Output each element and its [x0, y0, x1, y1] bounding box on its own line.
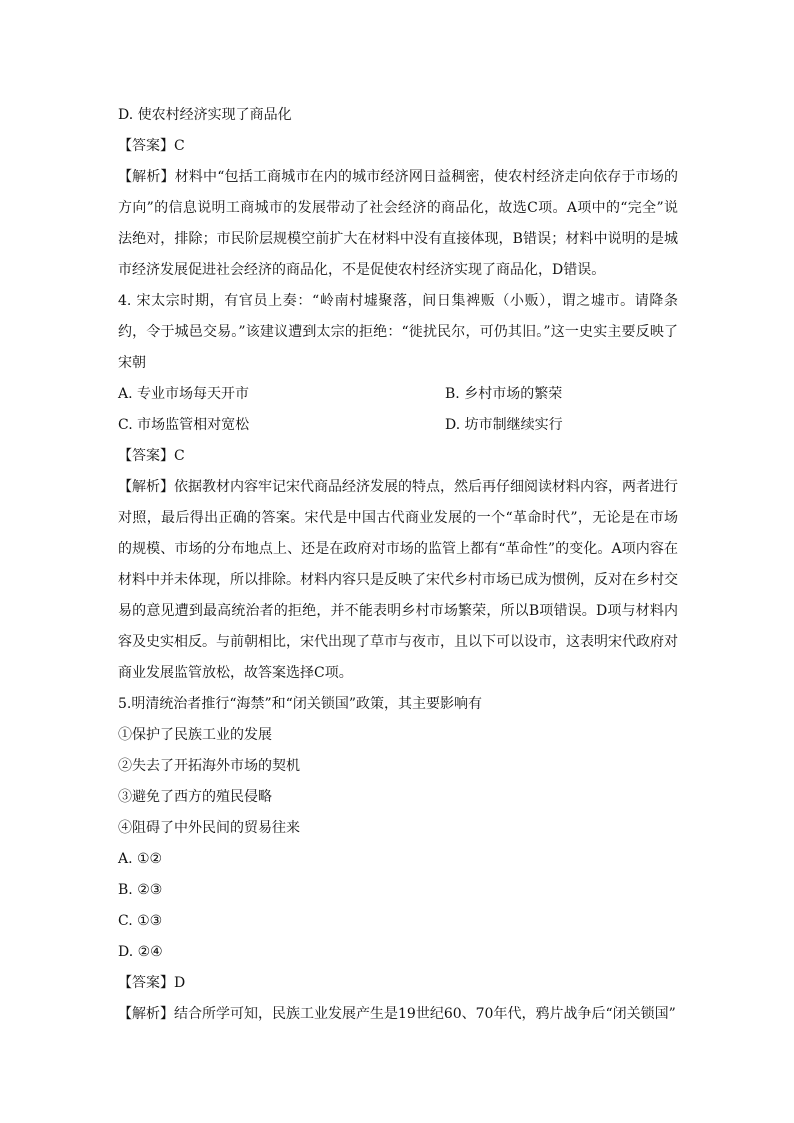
- q5-answer: 【答案】D: [118, 975, 186, 991]
- q4-option-c: C. 市场监管相对宽松: [118, 417, 250, 433]
- q3-answer: 【答案】C: [118, 138, 185, 154]
- q5-item-2: ②失去了开拓海外市场的契机: [118, 758, 300, 774]
- q4-analysis: 【解析】依据教材内容牢记宋代商品经济发展的特点，然后再仔细阅读材料内容，两者进行对照，最后得出正确的答案。宋代是中国古代商业发展的一个“革命时代”，无论是在市场的规模、市场的分布地点上、还是在政府对市场的监管上都有“革命性”的变化。A项内容在材料中并未体现，所以排除。材料内容只是反映了宋代乡村市场已成为惯例，反对在乡村交易的意见遭到最高统治者的拒绝，并不能表明乡村市场繁荣，所以B项错误。D项与材料内容及史实相反。与前朝相比，宋代出现了草市与夜市，且以下可以设市，这表明宋代政府对商业发展监管放松，故答案选择C项。: [118, 479, 678, 681]
- q3-option-d: D. 使农村经济实现了商品化: [118, 107, 292, 123]
- q5-option-c: C. ①③: [118, 913, 163, 929]
- q5-option-b: B. ②③: [118, 882, 163, 898]
- q5-analysis: 【解析】结合所学可知，民族工业发展产生是19世纪60、70年代，鸦片战争后“闭关锁国”: [118, 1006, 676, 1022]
- q4-option-b: B. 乡村市场的繁荣: [445, 386, 563, 402]
- q4-options: [118, 379, 678, 441]
- q5-item-4: ④阻碍了中外民间的贸易往来: [118, 820, 300, 836]
- q5-stem: 5.明清统治者推行“海禁”和“闭关锁国”政策，其主要影响有: [118, 696, 482, 712]
- q3-analysis: 【解析】材料中“包括工商城市在内的城市经济网日益稠密，使农村经济走向依存于市场的方向”的信息说明工商城市的发展带动了社会经济的商品化，故选C项。A项中的“完全”说法绝对，排除；市民阶层规模空前扩大在材料中没有直接体现，B错误；材料中说明的是城市经济发展促进社会经济的商品化，不是促使农村经济实现了商品化，D错误。: [118, 169, 678, 278]
- q4-stem: 4. 宋太宗时期，有官员上奏：“岭南村墟聚落，间日集裨贩（小贩），谓之墟市。请降条约，令于城邑交易。”该建议遭到太宗的拒绝：“徙扰民尔，可仍其旧。”这一史实主要反映了宋朝: [118, 293, 678, 371]
- document-content: [118, 100, 678, 1030]
- q5-item-3: ③避免了西方的殖民侵略: [118, 789, 272, 805]
- q5-option-a: A. ①②: [118, 851, 163, 867]
- q5-item-1: ①保护了民族工业的发展: [118, 727, 272, 743]
- q4-answer: 【答案】C: [118, 448, 185, 464]
- q5-option-d: D. ②④: [118, 944, 163, 960]
- q4-option-a: A. 专业市场每天开市: [118, 386, 250, 402]
- q4-option-d: D. 坊市制继续实行: [445, 417, 563, 433]
